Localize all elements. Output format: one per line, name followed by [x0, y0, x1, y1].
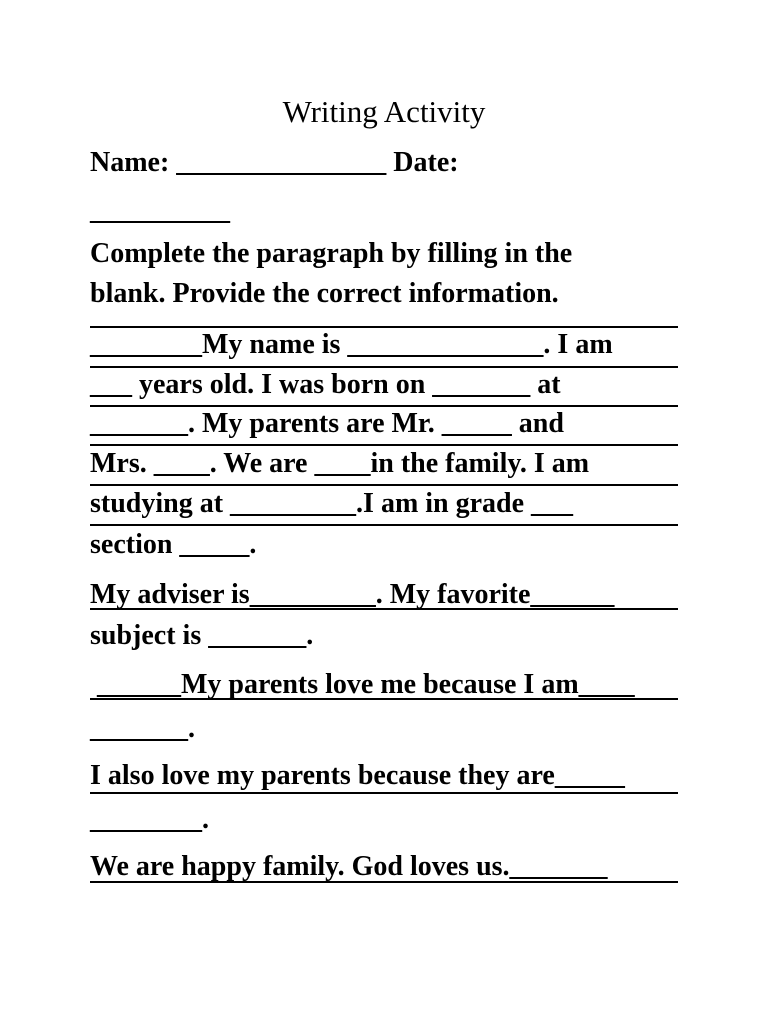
paragraph-line-1: ________My name is ______________. I am [90, 329, 613, 360]
happy-family-line: We are happy family. God loves us._______ [90, 851, 608, 882]
instructions-line-1: Complete the paragraph by filling in the [90, 238, 573, 269]
love-parents-line: I also love my parents because they are_____ [90, 760, 625, 791]
date-blank-line: __________ [90, 195, 230, 226]
writing-rule [90, 484, 678, 486]
paragraph-line-5: studying at _________.I am in grade ___ [90, 488, 574, 519]
name-date-line: Name: _______________ Date: [90, 147, 459, 178]
love-parents-blank: ________. [90, 804, 209, 835]
subject-line: subject is _______. [90, 620, 314, 651]
paragraph-line-2: ___ years old. I was born on _______ at [90, 369, 561, 400]
instructions-line-2: blank. Provide the correct information. [90, 278, 559, 309]
paragraph-line-4: Mrs. ____. We are ____in the family. I am [90, 448, 590, 479]
writing-rule [90, 524, 678, 526]
paragraph-line-6: section _____. [90, 529, 257, 560]
adviser-line: My adviser is_________. My favorite______ [90, 579, 615, 610]
paragraph-line-3: _______. My parents are Mr. _____ and [90, 408, 564, 439]
parents-love-blank: _______. [90, 713, 195, 744]
worksheet-title: Writing Activity [282, 94, 486, 129]
writing-rule [90, 444, 678, 446]
parents-love-line: ______My parents love me because I am____ [90, 669, 635, 700]
